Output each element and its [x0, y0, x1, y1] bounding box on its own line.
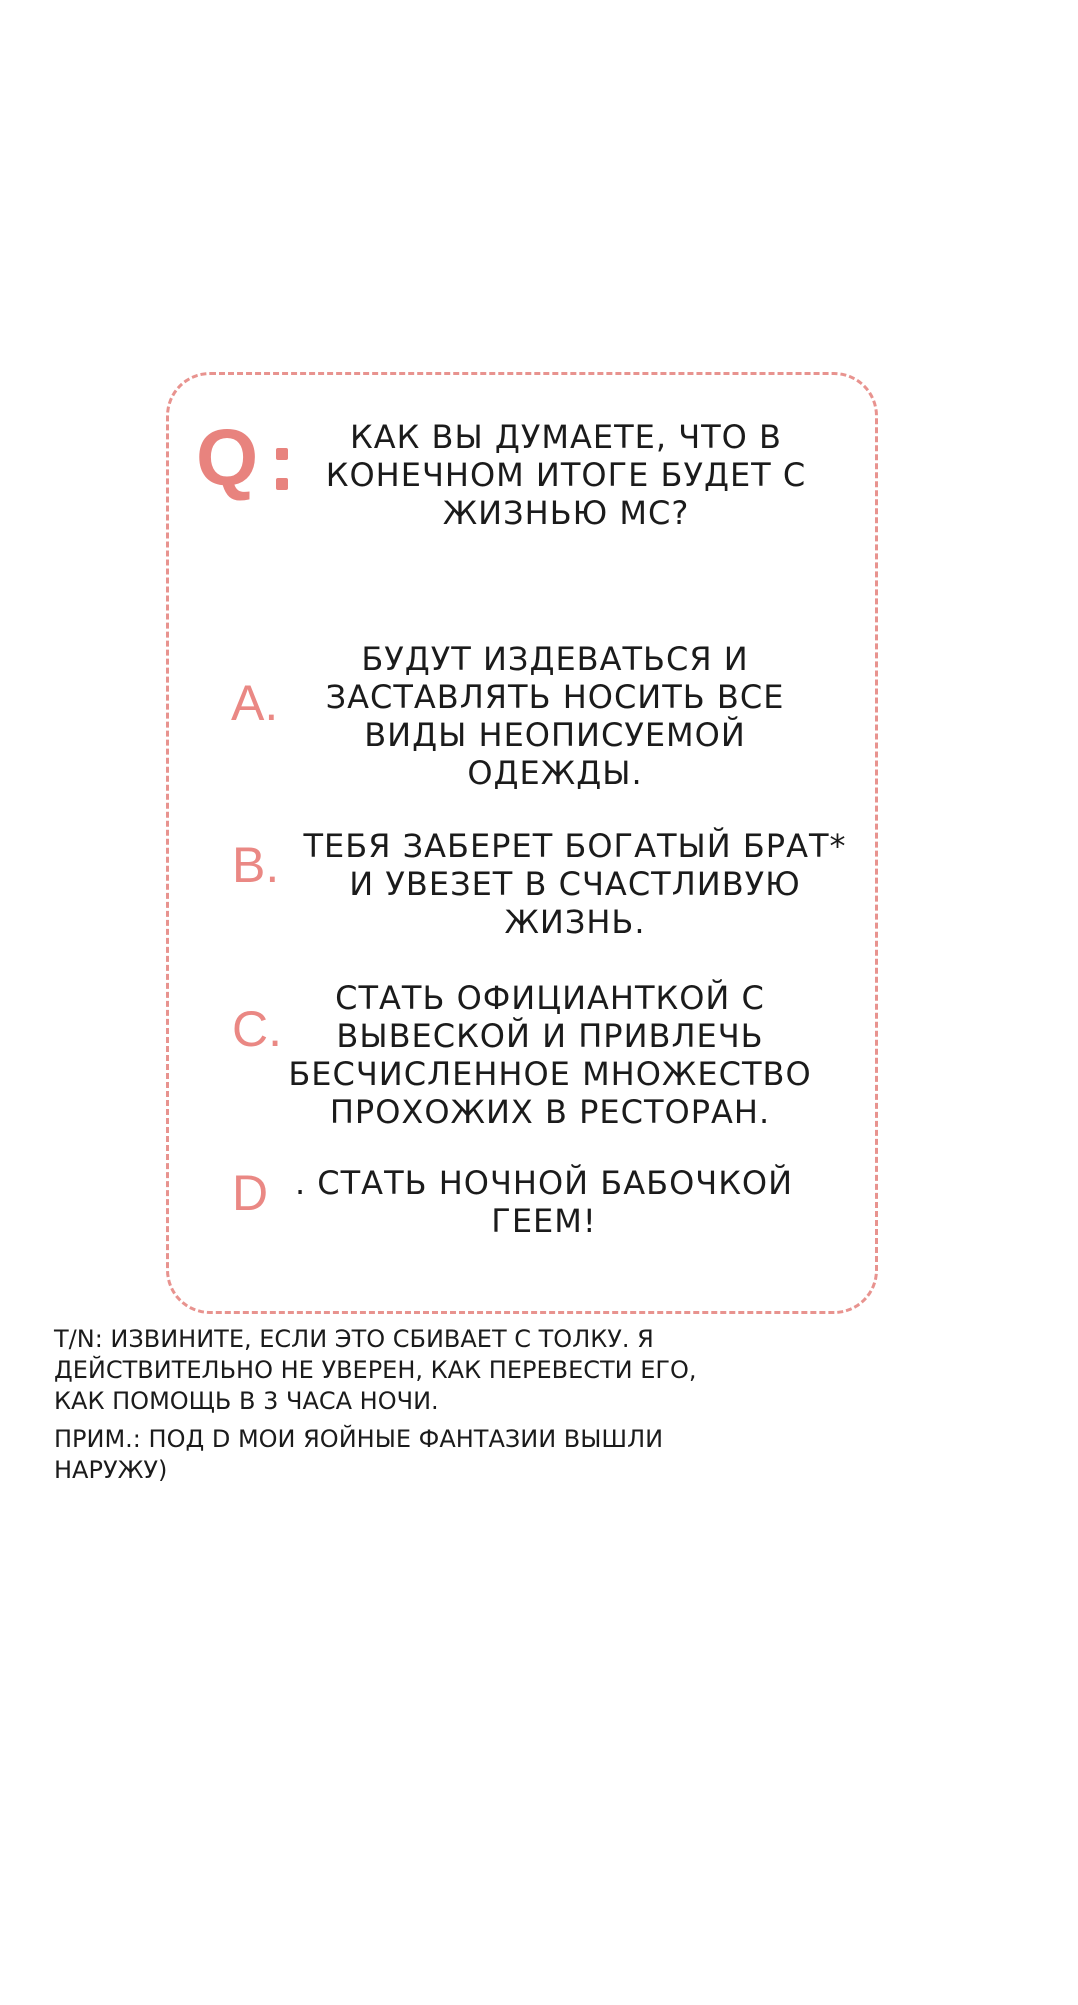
option-a-text: БУДУТ ИЗДЕВАТЬСЯ И ЗАСТАВЛЯТЬ НОСИТЬ ВСЕ ВИДЫ НЕОПИСУЕМОЙ ОДЕЖДЫ. [325, 640, 785, 792]
option-c-letter: C. [232, 1001, 282, 1057]
option-d-letter: D [232, 1165, 269, 1221]
option-b-text: ТЕБЯ ЗАБЕРЕТ БОГАТЫЙ БРАТ* И УВЕЗЕТ В СЧАСТЛИВУЮ ЖИЗНЬ. [303, 827, 847, 941]
question-letter: Q [196, 413, 259, 502]
option-c-text: СТАТЬ ОФИЦИАНТКОЙ С ВЫВЕСКОЙ И ПРИВЛЕЧЬ БЕСЧИСЛЕННОЕ МНОЖЕСТВО ПРОХОЖИХ В РЕСТОРАН. [288, 979, 812, 1131]
question-text: КАК ВЫ ДУМАЕТЕ, ЧТО В КОНЕЧНОМ ИТОГЕ БУДЕТ С ЖИЗНЬЮ МС? [325, 418, 807, 532]
question-colon-mark [276, 448, 288, 490]
translator-note: T/N: ИЗВИНИТЕ, ЕСЛИ ЭТО СБИВАЕТ С ТОЛКУ. Я ДЕЙСТВИТЕЛЬНО НЕ УВЕРЕН, КАК ПЕРЕВЕСТИ ЕГО, КАК ПОМОЩЬ В 3 ЧАСА НОЧИ. [54, 1325, 697, 1415]
option-b-letter: B. [232, 837, 280, 893]
option-a-letter: A. [231, 675, 279, 731]
remark-note: ПРИМ.: ПОД D МОИ ЯОЙНЫЕ ФАНТАЗИИ ВЫШЛИ НАРУЖУ) [54, 1425, 664, 1484]
option-d-text: . СТАТЬ НОЧНОЙ БАБОЧКОЙ ГЕЕМ! [294, 1164, 794, 1240]
